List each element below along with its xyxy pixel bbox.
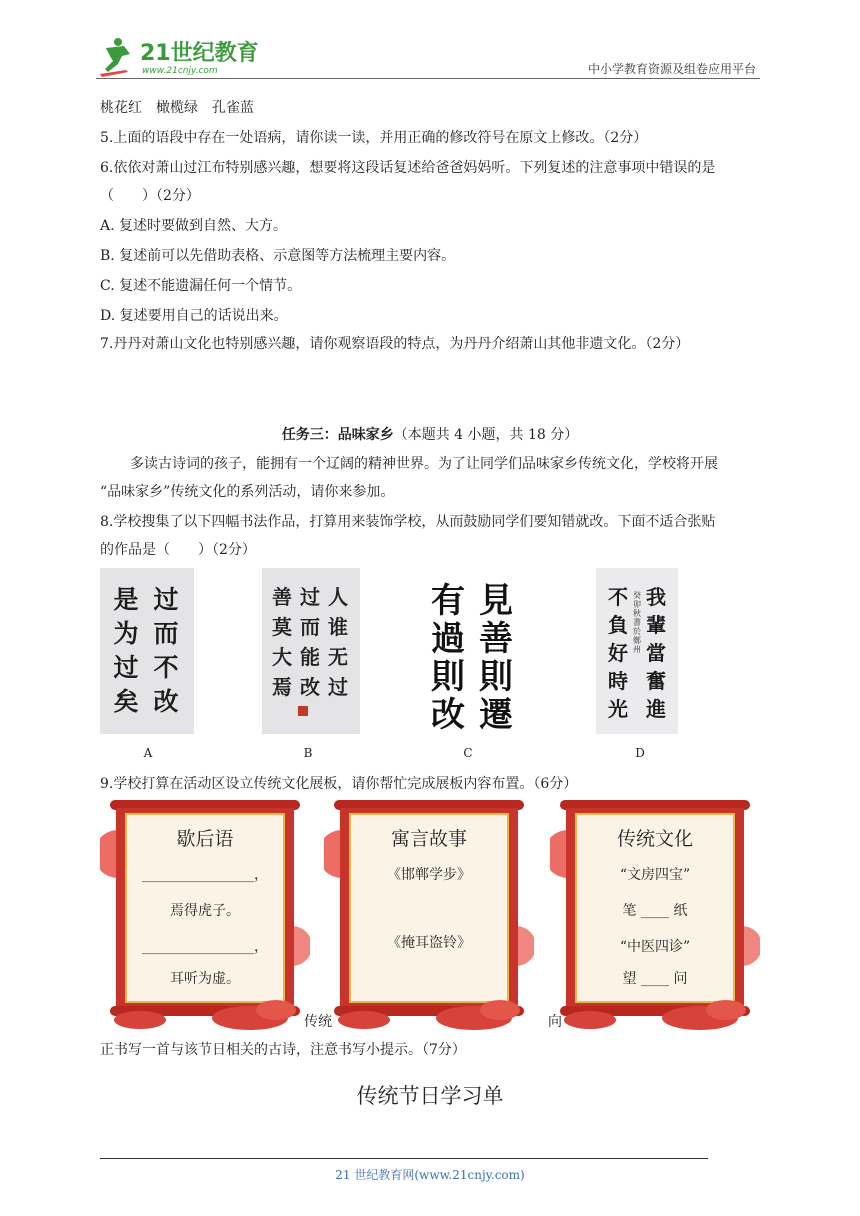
callig-b-char: 过	[328, 675, 348, 699]
board-row: 《掩耳盗铃》	[387, 935, 471, 951]
display-board-1	[100, 796, 310, 1032]
callig-c-char: 遷	[479, 695, 513, 734]
callig-label-d: D	[635, 746, 645, 760]
board-row: ________________，	[142, 939, 268, 955]
callig-label-a: A	[143, 746, 153, 760]
option-a: A. 复述时要做到自然、大方。	[100, 218, 288, 234]
callig-b-char: 谁	[328, 615, 348, 639]
callig-a-char: 矣	[113, 687, 139, 716]
seal-stamp	[298, 706, 308, 716]
callig-d-char: 時	[608, 669, 628, 693]
intro-line-1: 多读古诗词的孩子，能拥有一个辽阔的精神世界。为了让同学们品味家乡传统文化，学校将开展	[130, 456, 718, 472]
option-b: B. 复述前可以先借助表格、示意图等方法梳理主要内容。	[100, 248, 456, 264]
question-10-fragment-left: 传统	[304, 1014, 332, 1030]
inscription-char: 書	[633, 618, 641, 627]
callig-c-char: 過	[431, 619, 465, 659]
section-title: 任务三：品味家乡	[281, 427, 394, 443]
inscription-char: 於	[633, 627, 641, 636]
question-5: 5.上面的语段中存在一处语病，请你读一读，并用正确的修改符号在原文上修改。（2分）	[100, 130, 648, 146]
callig-d-char: 不	[608, 585, 628, 609]
callig-d-char: 好	[608, 641, 628, 665]
callig-d-char: 輩	[646, 613, 666, 637]
calligraphy-d	[596, 568, 678, 734]
question-7: 7.丹丹对萧山文化也特别感兴趣，请你观察语段的特点，为丹丹介绍萧山其他非遗文化。（2分）	[100, 336, 690, 352]
logo-text: 21世纪教育	[140, 41, 259, 66]
callig-b-char: 人	[328, 585, 348, 609]
footer-divider	[100, 1158, 708, 1159]
calligraphy-c	[420, 568, 522, 734]
callig-a-char: 是	[113, 585, 139, 614]
board-title: 寓言故事	[390, 828, 467, 850]
color-list: 桃花红 橄榄绿 孔雀蓝	[100, 100, 254, 116]
inscription-char: 卯	[633, 600, 641, 609]
callig-a-char: 过	[153, 585, 179, 614]
callig-a-char: 为	[113, 619, 139, 648]
display-board-2	[324, 796, 534, 1032]
callig-a-char: 而	[153, 619, 179, 648]
callig-b-char: 能	[300, 645, 320, 669]
option-c: C. 复述不能遗漏任何一个情节。	[100, 278, 302, 294]
option-d: D. 复述要用自己的话说出来。	[100, 308, 288, 324]
callig-d-char: 奮	[646, 669, 666, 693]
board-row: ________________，	[142, 867, 268, 883]
callig-a-char: 不	[153, 653, 179, 682]
inscription-char: 州	[633, 645, 641, 654]
board-title: 歇后语	[176, 828, 234, 850]
callig-a-char: 改	[153, 687, 179, 716]
question-8-blank: 的作品是（ ）（2分）	[100, 542, 256, 558]
callig-b-char: 焉	[272, 675, 292, 699]
callig-d-char: 光	[608, 697, 628, 721]
display-board-3	[550, 796, 760, 1032]
question-6: 6.依依对萧山过江布特别感兴趣，想要将这段话复述给爸爸妈妈听。下列复述的注意事项中错误的是	[100, 160, 716, 176]
callig-b-char: 过	[300, 585, 320, 609]
callig-c-char: 見	[479, 581, 513, 621]
section-note: （本题共 4 小题，共 18 分）	[393, 427, 579, 443]
callig-c-char: 有	[431, 581, 465, 621]
board-row: 焉得虎子。	[170, 903, 240, 919]
section-heading	[0, 424, 860, 444]
callig-c-char: 則	[431, 657, 465, 697]
callig-b-char: 大	[272, 645, 292, 669]
inscription-char: 鄭	[633, 636, 641, 645]
callig-b-char: 无	[328, 645, 348, 669]
board-row: 耳听为虚。	[170, 971, 240, 987]
callig-c-char: 則	[479, 657, 513, 697]
board-row: “中医四诊”	[619, 939, 691, 955]
board-row: “文房四宝”	[619, 867, 691, 883]
board-row: 《邯郸学步》	[387, 867, 471, 883]
platform-name: 中小学教育资源及组卷应用平台	[587, 62, 756, 76]
logo-url: www.21cnjy.com	[142, 66, 218, 76]
question-9: 9.学校打算在活动区设立传统文化展板，请你帮忙完成展板内容布置。（6分）	[100, 776, 578, 792]
callig-label-c: C	[463, 746, 473, 760]
callig-b-char: 莫	[272, 615, 292, 639]
calligraphy-b	[262, 568, 360, 734]
question-8: 8.学校搜集了以下四幅书法作品，打算用来装饰学校，从而鼓励同学们要知错就改。下面不适合张贴	[100, 514, 716, 530]
board-title: 传统文化	[616, 828, 693, 850]
callig-d-char: 負	[608, 613, 628, 637]
calligraphy-a	[100, 568, 194, 734]
callig-c-char: 改	[431, 695, 465, 734]
callig-d-char: 我	[646, 585, 666, 609]
callig-b-char: 善	[272, 585, 292, 609]
callig-label-b: B	[303, 746, 313, 760]
callig-a-char: 过	[113, 653, 139, 682]
board-row: 笔 ____ 纸	[622, 903, 688, 919]
callig-b-char: 而	[300, 615, 320, 639]
worksheet-title: 传统节日学习单	[356, 1084, 504, 1108]
header-divider	[96, 78, 760, 79]
board-row: 望 ____ 问	[622, 971, 688, 987]
question-10-line: 正书写一首与该节日相关的古诗，注意书写小提示。（7分）	[100, 1042, 466, 1058]
site-logo	[96, 34, 266, 78]
inscription-char: 秋	[633, 609, 641, 618]
callig-d-char: 當	[646, 641, 666, 665]
callig-c-char: 善	[479, 619, 513, 659]
callig-b-char: 改	[300, 675, 320, 699]
question-10-fragment-right: 向	[548, 1014, 562, 1030]
question-6-blank: （ ）（2分）	[100, 188, 200, 204]
inscription-char: 癸	[633, 591, 641, 600]
footer-site: 21 世纪教育网(www.21cnjy.com)	[335, 1168, 525, 1182]
intro-line-2: “品味家乡”传统文化的系列活动，请你来参加。	[100, 484, 395, 500]
callig-d-char: 進	[646, 697, 666, 721]
